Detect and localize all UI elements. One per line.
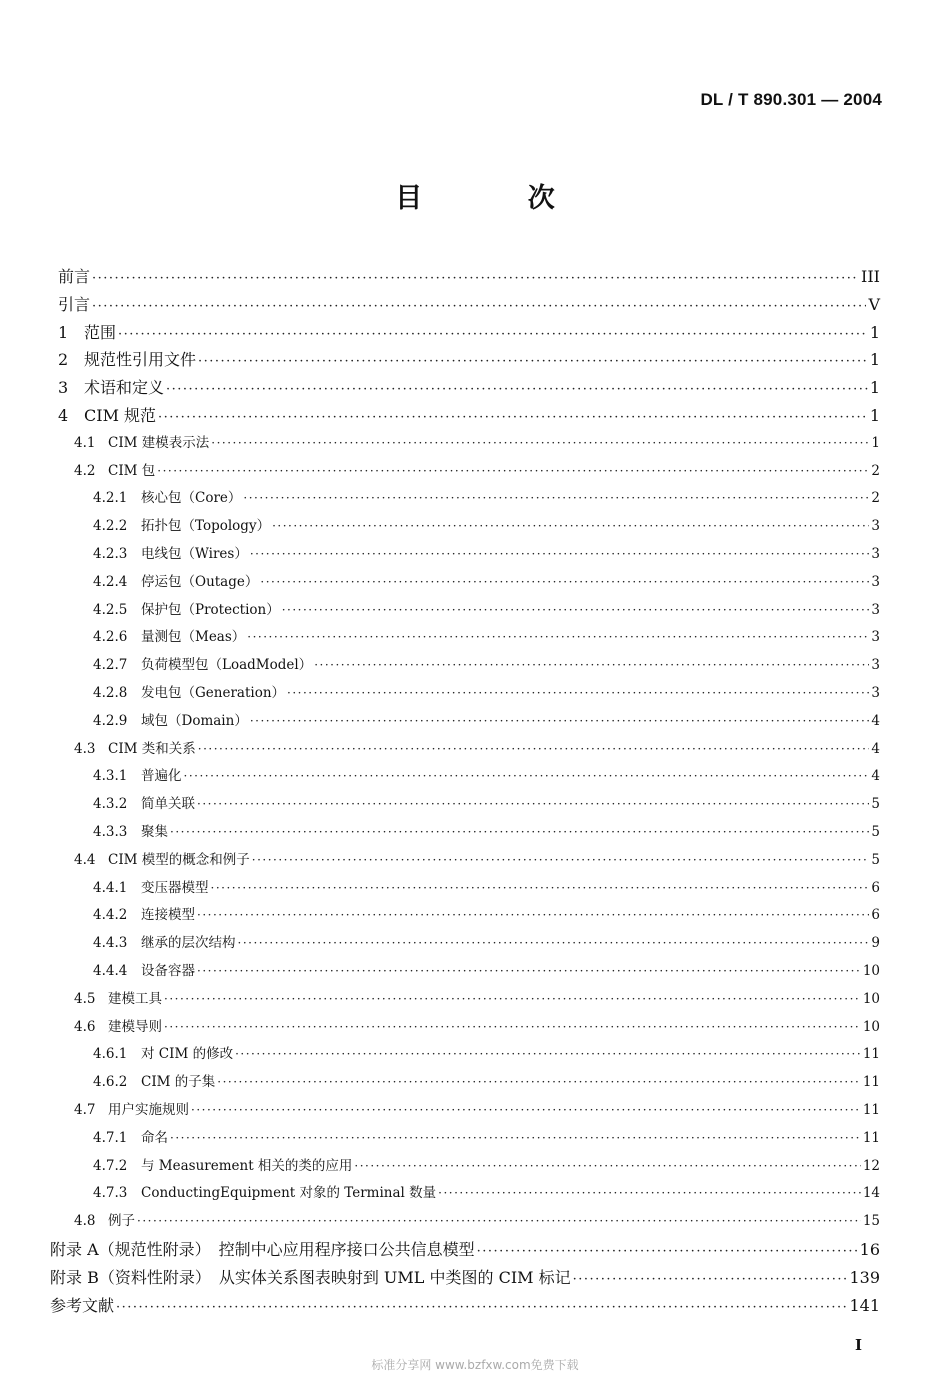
toc-entry-page: 1: [869, 322, 880, 342]
toc-entry-label: 设备容器: [141, 963, 195, 979]
toc-entry[interactable]: [74, 431, 880, 451]
toc-entry-label: 用户实施规则: [108, 1102, 189, 1118]
toc-entry-label: 聚集: [141, 824, 168, 840]
toc-entry-page: 139: [849, 1267, 880, 1287]
toc-dot-leader: [158, 410, 868, 425]
toc-entry[interactable]: [93, 653, 880, 673]
toc-entry[interactable]: [93, 959, 880, 979]
toc-dot-leader: [477, 1244, 858, 1259]
toc-entry-number: 4.2.4: [93, 573, 128, 590]
toc-entry-page: 9: [871, 935, 880, 952]
toc-entry-page: 5: [871, 851, 880, 868]
toc-dot-leader: [137, 1214, 861, 1228]
toc-dot-leader: [354, 1159, 860, 1173]
toc-entry-label: CIM 模型的概念和例子: [108, 851, 250, 868]
toc-dot-leader: [92, 271, 859, 286]
toc-entry-page: 3: [871, 573, 880, 590]
toc-entry[interactable]: [93, 598, 880, 618]
toc-entry-label: 与 Measurement 相关的类的应用: [141, 1157, 353, 1174]
toc-entry-label: 变压器模型: [141, 879, 209, 896]
toc-entry-number: 4.2.5: [93, 601, 128, 618]
toc-entry-label: 术语和定义: [84, 378, 165, 398]
toc-entry[interactable]: [58, 320, 880, 343]
toc-entry-number: 4.6.2: [93, 1074, 128, 1091]
toc-dot-leader: [260, 575, 869, 589]
toc-entry-page: 1: [871, 434, 880, 451]
toc-entry-label: 范围: [84, 322, 117, 342]
toc-dot-leader: [157, 464, 869, 478]
toc-entry-page: 3: [871, 657, 880, 674]
page-title: 目 次: [395, 183, 603, 214]
toc-entry-number: 4.2.7: [93, 657, 128, 674]
toc-entry-number: 4.1: [74, 434, 96, 451]
toc-dot-leader: [164, 1020, 861, 1034]
toc-entry-label: 继承的层次结构: [141, 935, 236, 952]
toc-entry[interactable]: [93, 1126, 880, 1146]
toc-entry-number: 4.6.1: [93, 1046, 128, 1063]
toc-entry-page: V: [868, 294, 880, 314]
document-code: DL / T 890.301 — 2004: [700, 90, 882, 109]
toc-entry[interactable]: [93, 681, 880, 701]
toc-dot-leader: [197, 908, 869, 922]
toc-entry[interactable]: [74, 737, 880, 757]
toc-dot-leader: [272, 519, 869, 533]
toc-dot-leader: [116, 1300, 847, 1315]
toc-entry[interactable]: [74, 1015, 880, 1035]
toc-dot-leader: [217, 1075, 861, 1089]
toc-entry-number: 4: [58, 406, 69, 425]
toc-entry-label: CIM 类和关系: [108, 740, 196, 757]
toc-entry-label: CIM 包: [108, 462, 156, 479]
toc-entry-label: 负荷模型包（LoadModel）: [141, 657, 313, 674]
toc-entry-number: 4.4.1: [93, 879, 128, 896]
toc-entry-label: 前言: [58, 267, 91, 286]
toc-entry-number: 4.8: [74, 1213, 96, 1230]
toc-entry-page: 11: [862, 1102, 880, 1118]
toc-entry-number: 4.7.1: [93, 1129, 128, 1146]
toc-entry[interactable]: [58, 375, 880, 398]
toc-entry[interactable]: [93, 709, 880, 729]
toc-entry-label: 电线包（Wires）: [141, 546, 248, 562]
toc-entry[interactable]: [74, 1209, 880, 1229]
toc-dot-leader: [198, 354, 868, 369]
toc-dot-leader: [197, 964, 861, 978]
toc-entry-number: 4.2.9: [93, 712, 128, 729]
toc-entry-label: 量测包（Meas）: [141, 629, 246, 646]
toc-entry-page: 15: [862, 1213, 880, 1230]
toc-dot-leader: [252, 853, 870, 867]
toc-entry-label: 例子: [108, 1213, 135, 1230]
toc-entry-number: 4.4.4: [93, 963, 128, 979]
toc-entry[interactable]: [93, 876, 880, 896]
toc-dot-leader: [247, 630, 869, 644]
toc-entry-page: 3: [871, 546, 880, 562]
toc-entry[interactable]: [93, 486, 880, 506]
toc-entry-number: 4.4.3: [93, 935, 128, 952]
toc-entry-number: 4.7.2: [93, 1157, 128, 1174]
toc-entry[interactable]: [93, 1070, 880, 1090]
toc-dot-leader: [250, 714, 870, 728]
toc-entry-number: 4.5: [74, 990, 96, 1007]
toc-dot-leader: [573, 1272, 848, 1287]
toc-entry-label: 发电包（Generation）: [141, 685, 286, 701]
toc-entry-label: 域包（Domain）: [141, 712, 248, 729]
toc-entry[interactable]: [58, 347, 880, 370]
toc-entry-label: 附录 A（规范性附录） 控制中心应用程序接口公共信息模型: [50, 1240, 475, 1259]
toc-entry-number: 2: [58, 350, 69, 370]
toc-entry[interactable]: [74, 1098, 880, 1118]
toc-entry-label: ConductingEquipment 对象的 Terminal 数量: [141, 1185, 437, 1202]
toc-dot-leader: [211, 881, 870, 895]
toc-entry-number: 4.7: [74, 1102, 96, 1118]
toc-entry-label: 连接模型: [141, 907, 195, 924]
toc-entry[interactable]: [50, 1265, 880, 1288]
toc-entry[interactable]: [93, 820, 880, 840]
toc-dot-leader: [287, 686, 869, 700]
toc-dot-leader: [191, 1103, 861, 1117]
toc-dot-leader: [198, 742, 870, 756]
toc-entry[interactable]: [93, 1042, 880, 1062]
toc-entry-label: 引言: [58, 294, 91, 314]
toc-entry[interactable]: [93, 542, 880, 562]
toc-entry-page: 10: [862, 990, 880, 1007]
toc-entry[interactable]: [93, 764, 880, 784]
toc-entry[interactable]: [93, 625, 880, 645]
toc-entry-page: 2: [871, 490, 880, 507]
toc-entry-page: 11: [862, 1129, 880, 1146]
toc-entry[interactable]: [93, 792, 880, 812]
toc-entry[interactable]: [50, 1293, 880, 1316]
toc-entry-number: 4.3.1: [93, 768, 128, 785]
toc-entry-label: 普遍化: [141, 768, 182, 785]
toc-dot-leader: [166, 382, 868, 397]
toc-dot-leader: [282, 603, 870, 617]
toc-entry-number: 4.6: [74, 1018, 96, 1035]
toc-entry-page: 3: [871, 629, 880, 646]
toc-entry-page: 10: [862, 1018, 880, 1035]
toc-entry-page: 11: [862, 1074, 880, 1091]
toc-entry-number: 4.2.8: [93, 685, 128, 701]
toc-entry-page: 5: [871, 824, 880, 840]
toc-entry[interactable]: [93, 931, 880, 951]
toc-dot-leader: [250, 547, 870, 561]
toc-entry[interactable]: [50, 1237, 880, 1260]
toc-entry-label: CIM 的子集: [141, 1074, 216, 1091]
toc-entry-page: 4: [871, 768, 880, 785]
toc-entry-number: 4.3: [74, 740, 96, 757]
toc-entry-page: 1: [869, 406, 880, 425]
toc-entry-label: 对 CIM 的修改: [141, 1046, 234, 1063]
toc-entry-label: 建模导则: [108, 1018, 162, 1035]
toc-entry-number: 1: [58, 322, 69, 342]
toc-entry-page: 10: [862, 963, 880, 979]
toc-entry-number: 4.3.2: [93, 796, 128, 813]
toc-entry-label: 附录 B（资料性附录） 从实体关系图表映射到 UML 中类图的 CIM 标记: [50, 1267, 571, 1287]
toc-entry-number: 4.2.6: [93, 629, 128, 646]
toc-entry-page: III: [861, 267, 880, 286]
toc-entry-page: 141: [849, 1295, 880, 1315]
toc-entry[interactable]: [74, 987, 880, 1007]
toc-entry-number: 4.4: [74, 851, 96, 868]
toc-entry[interactable]: [93, 514, 880, 534]
toc-entry-page: 4: [871, 740, 880, 757]
toc-entry-number: 4.7.3: [93, 1185, 128, 1202]
toc-dot-leader: [118, 327, 868, 342]
toc-entry[interactable]: [93, 570, 880, 590]
toc-entry[interactable]: [74, 848, 880, 868]
toc-entry-page: 6: [871, 879, 880, 896]
toc-entry-number: 4.4.2: [93, 907, 128, 924]
toc-entry-number: 3: [58, 378, 69, 398]
toc-entry-page: 12: [862, 1157, 880, 1174]
toc-entry-label: 建模工具: [108, 990, 162, 1007]
toc-dot-leader: [164, 992, 861, 1006]
toc-dot-leader: [170, 1131, 861, 1145]
toc-entry-label: 拓扑包（Topology）: [141, 518, 271, 535]
toc-dot-leader: [314, 658, 869, 672]
toc-entry-label: 核心包（Core）: [141, 490, 242, 507]
toc-dot-leader: [170, 825, 869, 839]
toc-entry-page: 11: [862, 1046, 880, 1063]
toc-entry-page: 2: [871, 462, 880, 479]
toc-entry-number: 4.2.1: [93, 490, 128, 507]
toc-entry-label: CIM 规范: [84, 406, 157, 425]
toc-dot-leader: [184, 769, 870, 783]
toc-entry-page: 4: [871, 712, 880, 729]
toc-dot-leader: [438, 1186, 861, 1200]
toc-entry-label: 停运包（Outage）: [141, 573, 259, 590]
toc-entry-number: 4.3.3: [93, 824, 128, 840]
page-number: I: [854, 1336, 862, 1354]
toc-entry-label: 参考文献: [50, 1295, 115, 1315]
toc-dot-leader: [243, 491, 869, 505]
toc-entry-label: 保护包（Protection）: [141, 601, 280, 618]
toc-entry-label: 命名: [141, 1129, 168, 1146]
toc-entry-page: 14: [862, 1185, 880, 1202]
toc-dot-leader: [235, 1047, 861, 1061]
toc-entry-number: 4.2: [74, 462, 96, 479]
toc-entry-page: 6: [871, 907, 880, 924]
toc-entry-page: 3: [871, 685, 880, 701]
toc-entry-number: 4.2.3: [93, 546, 128, 562]
toc-dot-leader: [238, 936, 870, 950]
toc-entry-label: CIM 建模表示法: [108, 434, 210, 451]
toc-entry-page: 1: [869, 378, 880, 398]
toc-entry[interactable]: [93, 1181, 880, 1201]
toc-entry-page: 3: [871, 601, 880, 618]
watermark-text: 标准分享网 www.bzfxw.com免费下载: [371, 1358, 579, 1372]
toc-entry[interactable]: [58, 292, 880, 315]
toc-entry-label: 规范性引用文件: [84, 350, 197, 370]
toc-entry[interactable]: [58, 264, 880, 287]
toc-dot-leader: [197, 797, 869, 811]
toc-entry-page: 3: [871, 518, 880, 535]
toc-entry[interactable]: [74, 459, 880, 479]
toc-entry-number: 4.2.2: [93, 518, 128, 535]
toc-entry-label: 简单关联: [141, 796, 195, 813]
toc-entry-page: 5: [871, 796, 880, 813]
toc-dot-leader: [92, 299, 866, 314]
toc-entry[interactable]: [93, 903, 880, 923]
toc-entry-page: 16: [859, 1240, 880, 1259]
toc-entry[interactable]: [58, 403, 880, 426]
toc-entry[interactable]: [93, 1154, 880, 1174]
toc-dot-leader: [211, 436, 869, 450]
toc-entry-page: 1: [869, 350, 880, 370]
